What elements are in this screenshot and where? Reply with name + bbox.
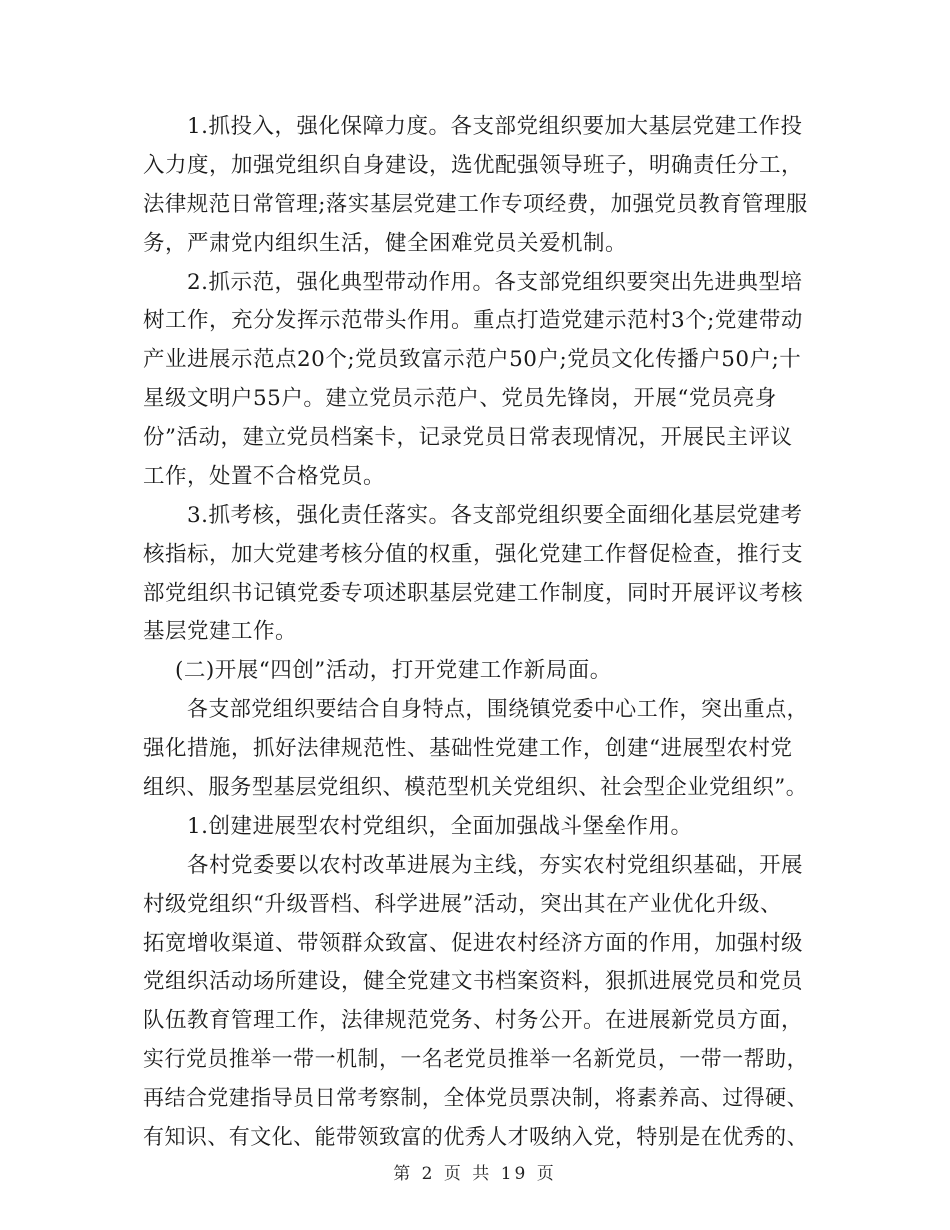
text-line: 法律规范日常管理;落实基层党建工作专项经费，加强党员教育管理服 (143, 192, 808, 217)
text-line: 再结合党建指导员日常考察制，全体党员票决制，将素养高、过得硬、 (143, 1086, 809, 1111)
text-line: 星级文明户55户。建立党员示范户、党员先锋岗，开展“党员亮身 (143, 386, 777, 411)
text-line: 1.抓投入，强化保障力度。各支部党组织要加大基层党建工作投 (187, 114, 803, 139)
text-line: 份”活动，建立党员档案卡，记录党员日常表现情况，开展民主评议 (143, 425, 793, 450)
text-line: 工作，处置不合格党员。 (143, 464, 386, 489)
text-line: 组织、服务型基层党组织、模范型机关党组织、社会型企业党组织”。 (143, 775, 808, 800)
text-line: 强化措施，抓好法律规范性、基础性党建工作，创建“进展型农村党 (143, 736, 793, 761)
text-line: 核指标，加大党建考核分值的权重，强化党建工作督促检查，推行支 (143, 542, 804, 567)
text-line: 实行党员推举一带一机制，一名老党员推举一名新党员，一带一帮助， (143, 1047, 809, 1072)
text-line: 1.创建进展型农村党组织，全面加强战斗堡垒作用。 (187, 814, 693, 839)
text-line: 产业进展示范点20个;党员致富示范户50户;党员文化传播户50户;十 (143, 347, 802, 372)
text-line: 各支部党组织要结合自身特点，围绕镇党委中心工作，突出重点， (187, 697, 809, 722)
text-line: 基层党建工作。 (143, 619, 298, 644)
text-line: 拓宽增收渠道、带领群众致富、促进农村经济方面的作用，加强村级 (143, 931, 804, 956)
text-line: 3.抓考核，强化责任落实。各支部党组织要全面细化基层党建考 (187, 503, 803, 528)
text-line: 树工作，充分发挥示范带头作用。重点打造党建示范村3个;党建带动 (143, 308, 803, 333)
text-line: 村级党组织“升级晋档、科学进展”活动，突出其在产业优化升级、 (143, 892, 782, 917)
text-line: 务，严肃党内组织生活，健全困难党员关爱机制。 (143, 231, 628, 256)
text-line: 入力度，加强党组织自身建设，选优配强领导班子，明确责任分工， (143, 153, 804, 178)
text-line: 各村党委要以农村改革进展为主线，夯实农村党组织基础，开展 (187, 853, 804, 878)
text-line: (二)开展“四创”活动，打开党建工作新局面。 (175, 658, 612, 683)
text-line: 有知识、有文化、能带领致富的优秀人才吸纳入党，特别是在优秀的、 (143, 1125, 809, 1150)
text-line: 队伍教育管理工作，法律规范党务、村务公开。在进展新党员方面， (143, 1008, 804, 1033)
text-line: 2.抓示范，强化典型带动作用。各支部党组织要突出先进典型培 (187, 270, 803, 295)
text-line: 部党组织书记镇党委专项述职基层党建工作制度，同时开展评议考核 (143, 581, 804, 606)
page-number-footer: 第 2 页 共 19 页 (393, 1164, 557, 1184)
text-line: 党组织活动场所建设，健全党建文书档案资料，狠抓进展党员和党员 (143, 969, 804, 994)
